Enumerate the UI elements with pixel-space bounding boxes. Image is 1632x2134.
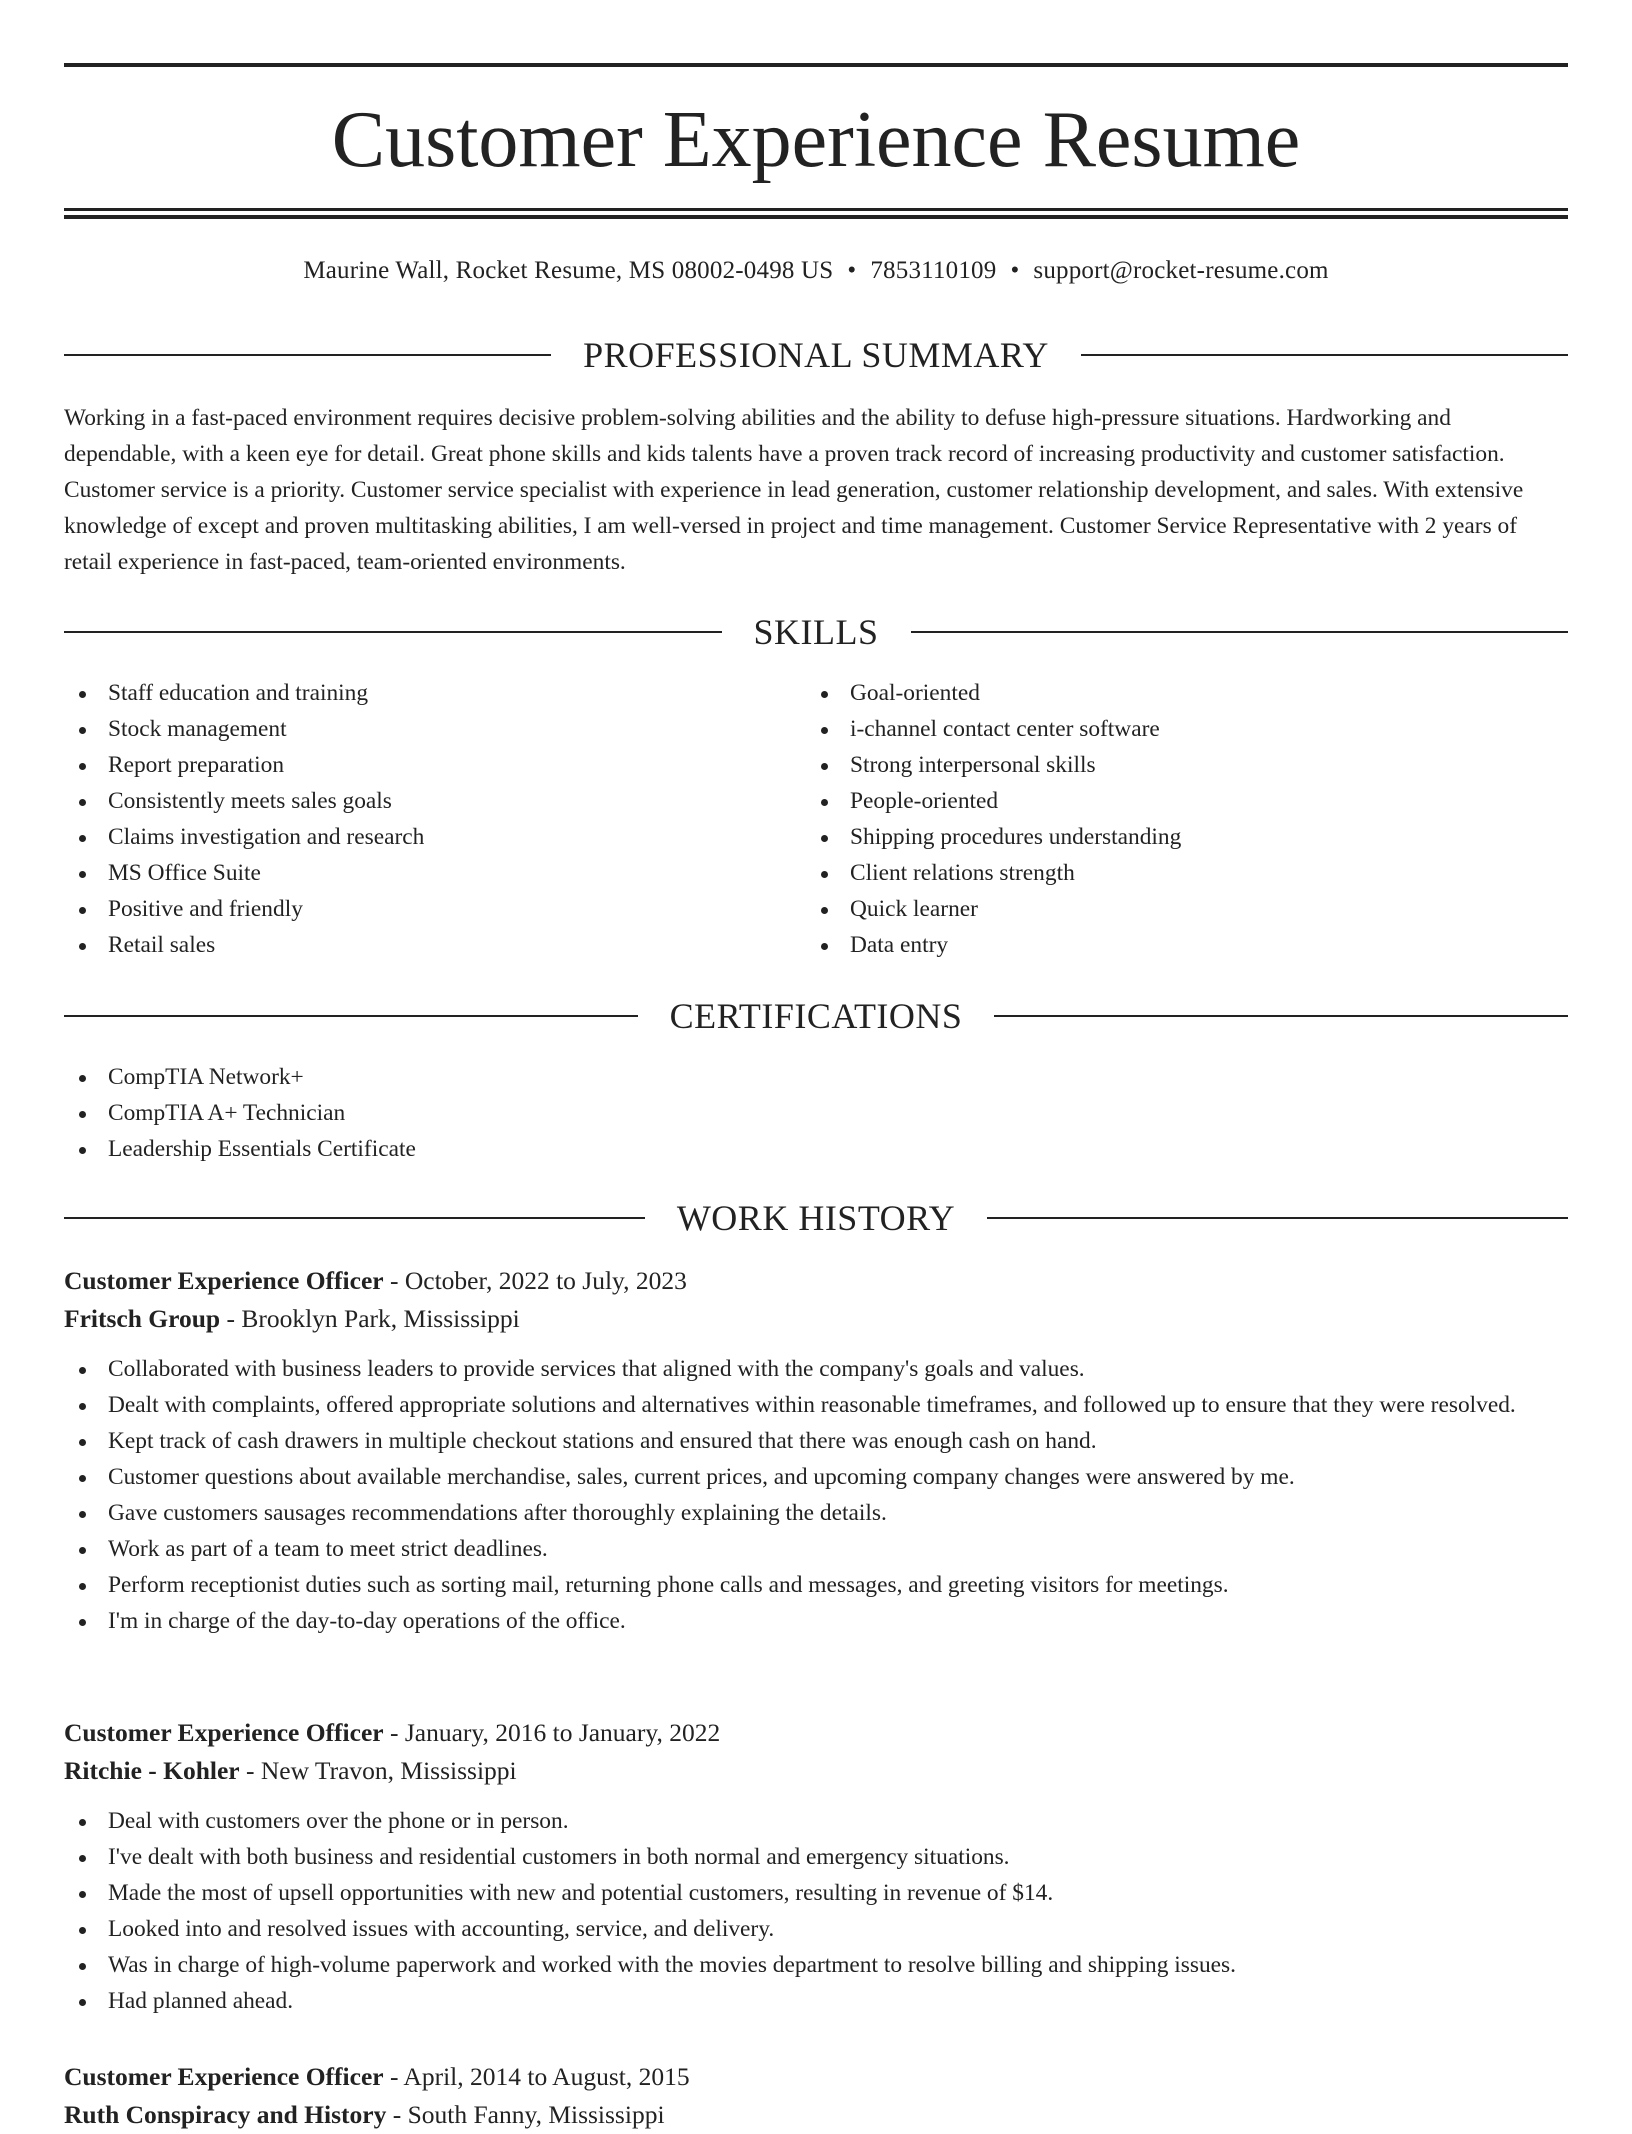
company-location: - South Fanny, Mississippi — [386, 2100, 665, 2129]
contact-address: Maurine Wall, Rocket Resume, MS 08002-0498 US — [303, 257, 834, 284]
job-heading — [64, 2058, 1568, 2096]
skills-list-left — [64, 675, 764, 963]
job-employer — [64, 2096, 1568, 2134]
job-heading — [64, 1714, 1568, 1752]
company-name: Ruth Conspiracy and History — [64, 2100, 387, 2129]
job-title: Customer Experience Officer — [64, 2062, 384, 2091]
company-location: - Brooklyn Park, Mississippi — [220, 1304, 520, 1333]
job-entry — [64, 2058, 1568, 2134]
heading-rule — [994, 1015, 1568, 1017]
skill-item: Stock management — [64, 711, 764, 747]
certification-item: Leadership Essentials Certificate — [64, 1131, 1064, 1167]
job-duty-item: Gave customers sausages recommendations after thoroughly explaining the details. — [64, 1495, 1568, 1531]
contact-email: support@rocket-resume.com — [1033, 257, 1329, 284]
summary-paragraph: Working in a fast-paced environment requires decisive problem-solving abilities and the ability to defuse high-pressure situations. Hardworking and dependable, with a keen eye for detail. Great phone skills and kids talents have a proven track record of increasing productivity and customer satisfaction. Customer service is a priority. Customer service specialist with experience in lead generation, customer relationship development, and sales. With extensive knowledge of except and proven multitasking abilities, I am well-versed in project and time management. Customer Service Representative with 2 years of retail experience in fast-paced, team-oriented environments. — [64, 405, 1524, 575]
job-duty-item: Deal with customers over the phone or in person. — [64, 1803, 1568, 1839]
job-title: Customer Experience Officer — [64, 1718, 384, 1747]
heading-rule — [64, 1217, 645, 1219]
job-employer — [64, 1752, 1568, 1790]
heading-rule — [1081, 354, 1568, 356]
job-duty-item: Perform receptionist duties such as sorting mail, returning phone calls and messages, and greeting visitors for meetings. — [64, 1567, 1568, 1603]
contact-separator: • — [1010, 257, 1020, 284]
job-duty-item: Looked into and resolved issues with accounting, service, and delivery. — [64, 1911, 1568, 1947]
contact-phone: 7853110109 — [870, 257, 997, 284]
skill-item: Retail sales — [64, 927, 764, 963]
section-heading-certifications — [64, 994, 1568, 1038]
certification-item: CompTIA A+ Technician — [64, 1095, 1064, 1131]
certifications-list — [64, 1059, 1064, 1167]
section-title: SKILLS — [753, 612, 879, 652]
section-title: PROFESSIONAL SUMMARY — [583, 335, 1049, 375]
job-duty-item: Was in charge of high-volume paperwork and worked with the movies department to resolve billing and shipping issues. — [64, 1947, 1568, 1983]
section-heading-work-history — [64, 1196, 1568, 1240]
heading-rule — [987, 1217, 1568, 1219]
section-title: WORK HISTORY — [676, 1198, 956, 1238]
skill-item: MS Office Suite — [64, 855, 764, 891]
job-dates: - April, 2014 to August, 2015 — [383, 2062, 690, 2091]
job-entry — [64, 1262, 1568, 1639]
company-location: - New Travon, Mississippi — [239, 1756, 517, 1785]
skill-item: People-oriented — [806, 783, 1506, 819]
section-heading-summary — [64, 333, 1568, 377]
job-duty-item: Collaborated with business leaders to provide services that aligned with the company's goals and values. — [64, 1351, 1568, 1387]
skill-item: Consistently meets sales goals — [64, 783, 764, 819]
header-bottom-rule — [64, 215, 1568, 219]
job-dates: - January, 2016 to January, 2022 — [383, 1718, 721, 1747]
job-entry — [64, 1714, 1568, 2019]
heading-rule — [64, 1015, 638, 1017]
certification-item: CompTIA Network+ — [64, 1059, 1064, 1095]
skill-item: Claims investigation and research — [64, 819, 764, 855]
skill-item: Client relations strength — [806, 855, 1506, 891]
job-duties-list — [64, 1351, 1568, 1639]
heading-rule — [911, 631, 1569, 633]
skills-list-right — [806, 675, 1506, 963]
heading-rule — [64, 631, 722, 633]
job-duty-item: I've dealt with both business and residential customers in both normal and emergency situations. — [64, 1839, 1568, 1875]
skill-item: Data entry — [806, 927, 1506, 963]
job-duty-item: Work as part of a team to meet strict deadlines. — [64, 1531, 1568, 1567]
skill-item: Shipping procedures understanding — [806, 819, 1506, 855]
job-title: Customer Experience Officer — [64, 1266, 384, 1295]
job-duty-item: Had planned ahead. — [64, 1983, 1568, 2019]
header-bottom-rule — [64, 208, 1568, 211]
header-top-rule — [64, 63, 1568, 67]
job-duty-item: Dealt with complaints, offered appropriate solutions and alternatives within reasonable timeframes, and followed up to ensure that they were resolved. — [64, 1387, 1568, 1423]
skill-item: Strong interpersonal skills — [806, 747, 1506, 783]
skill-item: i-channel contact center software — [806, 711, 1506, 747]
job-duty-item: Customer questions about available merchandise, sales, current prices, and upcoming company changes were answered by me. — [64, 1459, 1568, 1495]
job-employer — [64, 1300, 1568, 1338]
skill-item: Staff education and training — [64, 675, 764, 711]
skill-item: Quick learner — [806, 891, 1506, 927]
section-title: CERTIFICATIONS — [669, 996, 963, 1036]
job-dates: - October, 2022 to July, 2023 — [383, 1266, 687, 1295]
section-heading-skills — [64, 610, 1568, 654]
job-duty-item: Kept track of cash drawers in multiple checkout stations and ensured that there was enough cash on hand. — [64, 1423, 1568, 1459]
job-heading — [64, 1262, 1568, 1300]
contact-line — [64, 254, 1568, 288]
company-name: Ritchie - Kohler — [64, 1756, 240, 1785]
job-duty-item: Made the most of upsell opportunities with new and potential customers, resulting in revenue of $14. — [64, 1875, 1568, 1911]
company-name: Fritsch Group — [64, 1304, 221, 1333]
heading-rule — [64, 354, 551, 356]
skill-item: Report preparation — [64, 747, 764, 783]
skill-item: Positive and friendly — [64, 891, 764, 927]
job-duties-list — [64, 1803, 1568, 2019]
resume-title: Customer Experience Resume — [331, 96, 1301, 184]
job-duty-item: I'm in charge of the day-to-day operations of the office. — [64, 1603, 1568, 1639]
skill-item: Goal-oriented — [806, 675, 1506, 711]
contact-separator: • — [847, 257, 857, 284]
